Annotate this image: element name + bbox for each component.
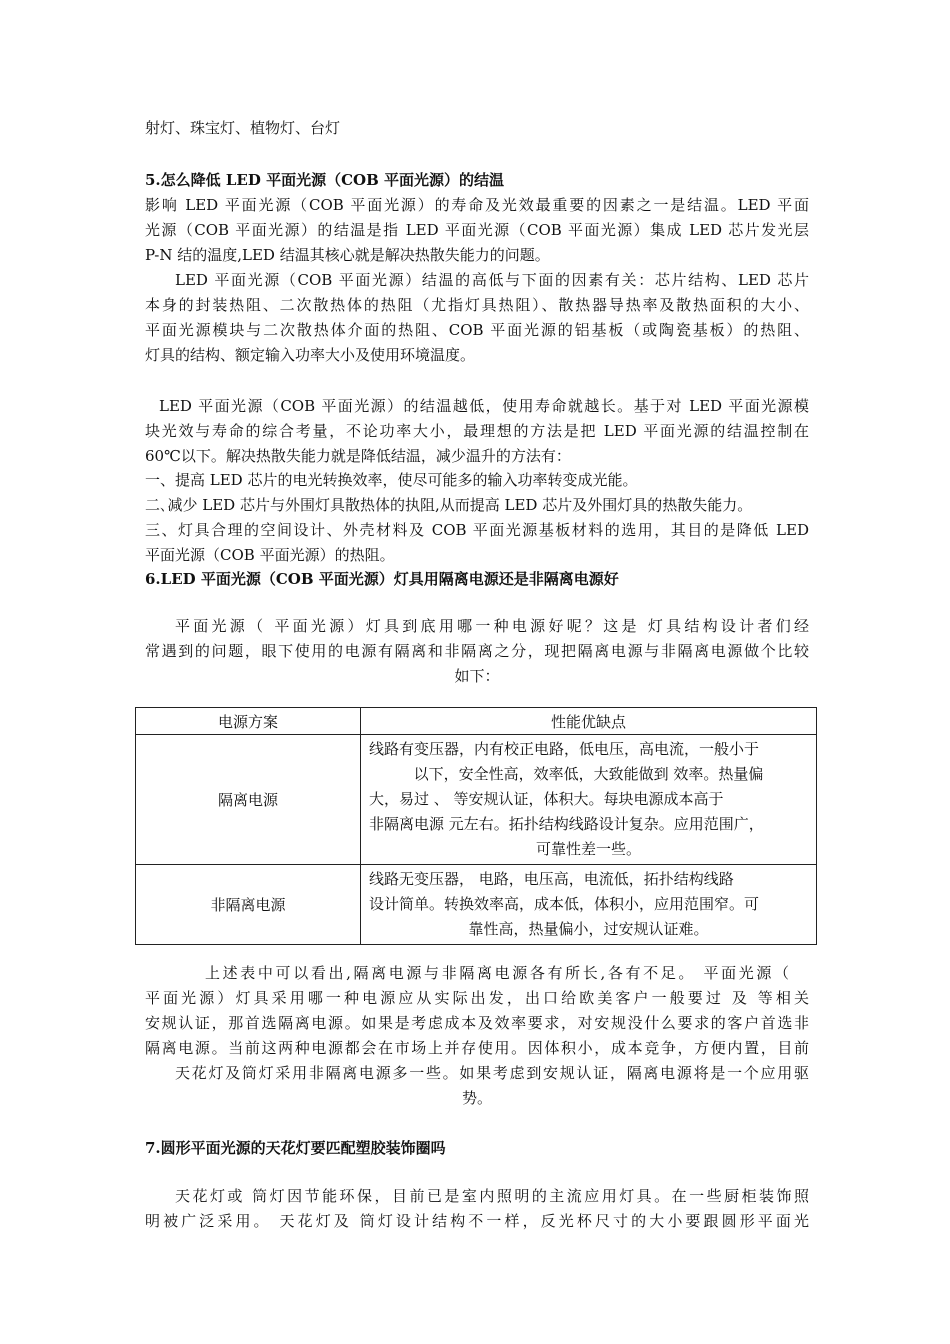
row-nonisolated-name: 非隔离电源 — [136, 865, 361, 945]
sec5-p2-line1: LED 平面光源（COB 平面光源）结温的高低与下面的因素有关：芯片结构、LED 芯片 — [175, 271, 809, 289]
sec5-item-1: 一、提高 LED 芯片的电光转换效率，使尽可能多的输入功率转变成光能。 — [145, 471, 638, 489]
section-7-heading: 7.圆形平面光源的天花灯要匹配塑胶装饰圈吗 — [145, 1139, 446, 1157]
table-header-scheme: 电源方案 — [136, 708, 361, 735]
sec6-summary-line4: 隔离电源。当前这两种电源都会在市场上并存使用。因体积小，成本竞争，方便内置，目前 — [145, 1039, 809, 1057]
table-header-row — [136, 708, 817, 735]
desc-line: 可靠性差一些。 — [535, 840, 641, 858]
desc-line: 非隔离电源 元左右。拓扑结构线路设计复杂。应用范围广， — [369, 815, 764, 833]
row-isolated-name: 隔离电源 — [136, 735, 361, 865]
power-comparison-table — [135, 707, 817, 945]
section-5-heading: 5.怎么降低 LED 平面光源（COB 平面光源）的结温 — [145, 171, 504, 189]
row-nonisolated-desc — [361, 865, 817, 945]
table-header-performance: 性能优缺点 — [361, 708, 817, 735]
desc-line: 线路无变压器， 电路，电压高，电流低，拓扑结构线路 — [369, 870, 734, 888]
sec5-p3-line3: 60℃以下。解决热散失能力就是降低结温，减少温升的方法有： — [145, 447, 571, 465]
sec7-p1-line1: 天花灯或 筒灯因节能环保，目前已是室内照明的主流应用灯具。在一些厨柜装饰照 — [175, 1187, 809, 1205]
sec5-p1-line1: 影响 LED 平面光源（COB 平面光源）的寿命及光效最重要的因素之一是结温。LED 平面 — [145, 196, 809, 214]
sec6-summary-line6: 势。 — [461, 1089, 492, 1107]
desc-line: 大，易过 、 等安规认证，体积大。每块电源成本高于 — [369, 790, 724, 808]
row-isolated-desc — [361, 735, 817, 865]
sec5-p3-line2: 块光效与寿命的综合考量，不论功率大小，最理想的方法是把 LED 平面光源的结温控制在 — [145, 422, 809, 440]
sec6-summary-line5: 天花灯及筒灯采用非隔离电源多一些。如果考虑到安规认证，隔离电源将是一个应用驱 — [175, 1064, 809, 1082]
sec5-item-3-cont: 平面光源（COB 平面光源）的热阻。 — [145, 546, 395, 564]
table-row — [136, 735, 817, 865]
sec5-p2-line2: 本身的封装热阻、二次散热体的热阻（尤指灯具热阻）、散热器导热率及散热面积的大小、 — [145, 296, 809, 314]
sec6-summary-line3: 安规认证，那首选隔离电源。如果是考虑成本及效率要求，对安规没什么要求的客户首选非 — [145, 1014, 809, 1032]
sec6-summary-line1: 上述表中可以看出,隔离电源与非隔离电源各有所长,各有不足。 平面光源（ — [205, 964, 789, 982]
desc-line: 设计简单。转换效率高，成本低，体积小，应用范围窄。可 — [369, 895, 760, 913]
top-line: 射灯、珠宝灯、植物灯、台灯 — [145, 119, 341, 137]
sec5-item-2: 二､减少 LED 芯片与外围灯具散热体的执阻,从而提高 LED 芯片及外围灯具的热散失能力。 — [145, 496, 753, 514]
sec5-p3-line1: LED 平面光源（COB 平面光源）的结温越低，使用寿命就越长。基于对 LED 平面光源模 — [159, 397, 809, 415]
sec6-intro-line3: 如下： — [454, 667, 500, 685]
sec5-p2-line4: 灯具的结构、额定输入功率大小及使用环境温度。 — [145, 346, 476, 364]
sec6-intro-line2: 常遇到的问题，眼下使用的电源有隔离和非隔离之分，现把隔离电源与非隔离电源做个比较 — [145, 642, 809, 660]
table-row — [136, 865, 817, 945]
sec5-p1-line2: 光源（COB 平面光源）的结温是指 LED 平面光源（COB 平面光源）集成 LED 芯片发光层 — [145, 221, 809, 239]
sec6-intro-line1: 平面光源（ 平面光源）灯具到底用哪一种电源好呢？这是 灯具结构设计者们经 — [175, 617, 809, 635]
sec5-item-3: 三、灯具合理的空间设计、外壳材料及 COB 平面光源基板材料的选用，其目的是降低 LED — [145, 521, 809, 539]
sec6-summary-line2: 平面光源）灯具采用哪一种电源应从实际出发，出口给欧美客户一般要过 及 等相关 — [145, 989, 809, 1007]
desc-line: 以下，安全性高，效率低，大致能做到 效率。热量偏 — [413, 765, 764, 783]
section-6-heading: 6.LED 平面光源（COB 平面光源）灯具用隔离电源还是非隔离电源好 — [145, 570, 619, 588]
sec5-p1-line3: P-N 结的温度,LED 结温其核心就是解决热散失能力的问题。 — [145, 246, 550, 264]
desc-line: 靠性高，热量偏小，过安规认证难。 — [468, 920, 709, 938]
sec7-p1-line2: 明被广泛采用。 天花灯及 筒灯设计结构不一样，反光杯尺寸的大小要跟圆形平面光 — [145, 1212, 809, 1230]
sec5-p2-line3: 平面光源模块与二次散热体介面的热阻、COB 平面光源的铝基板（或陶瓷基板）的热阻、 — [145, 321, 809, 339]
desc-line: 线路有变压器，内有校正电路，低电压，高电流，一般小于 — [369, 740, 760, 758]
